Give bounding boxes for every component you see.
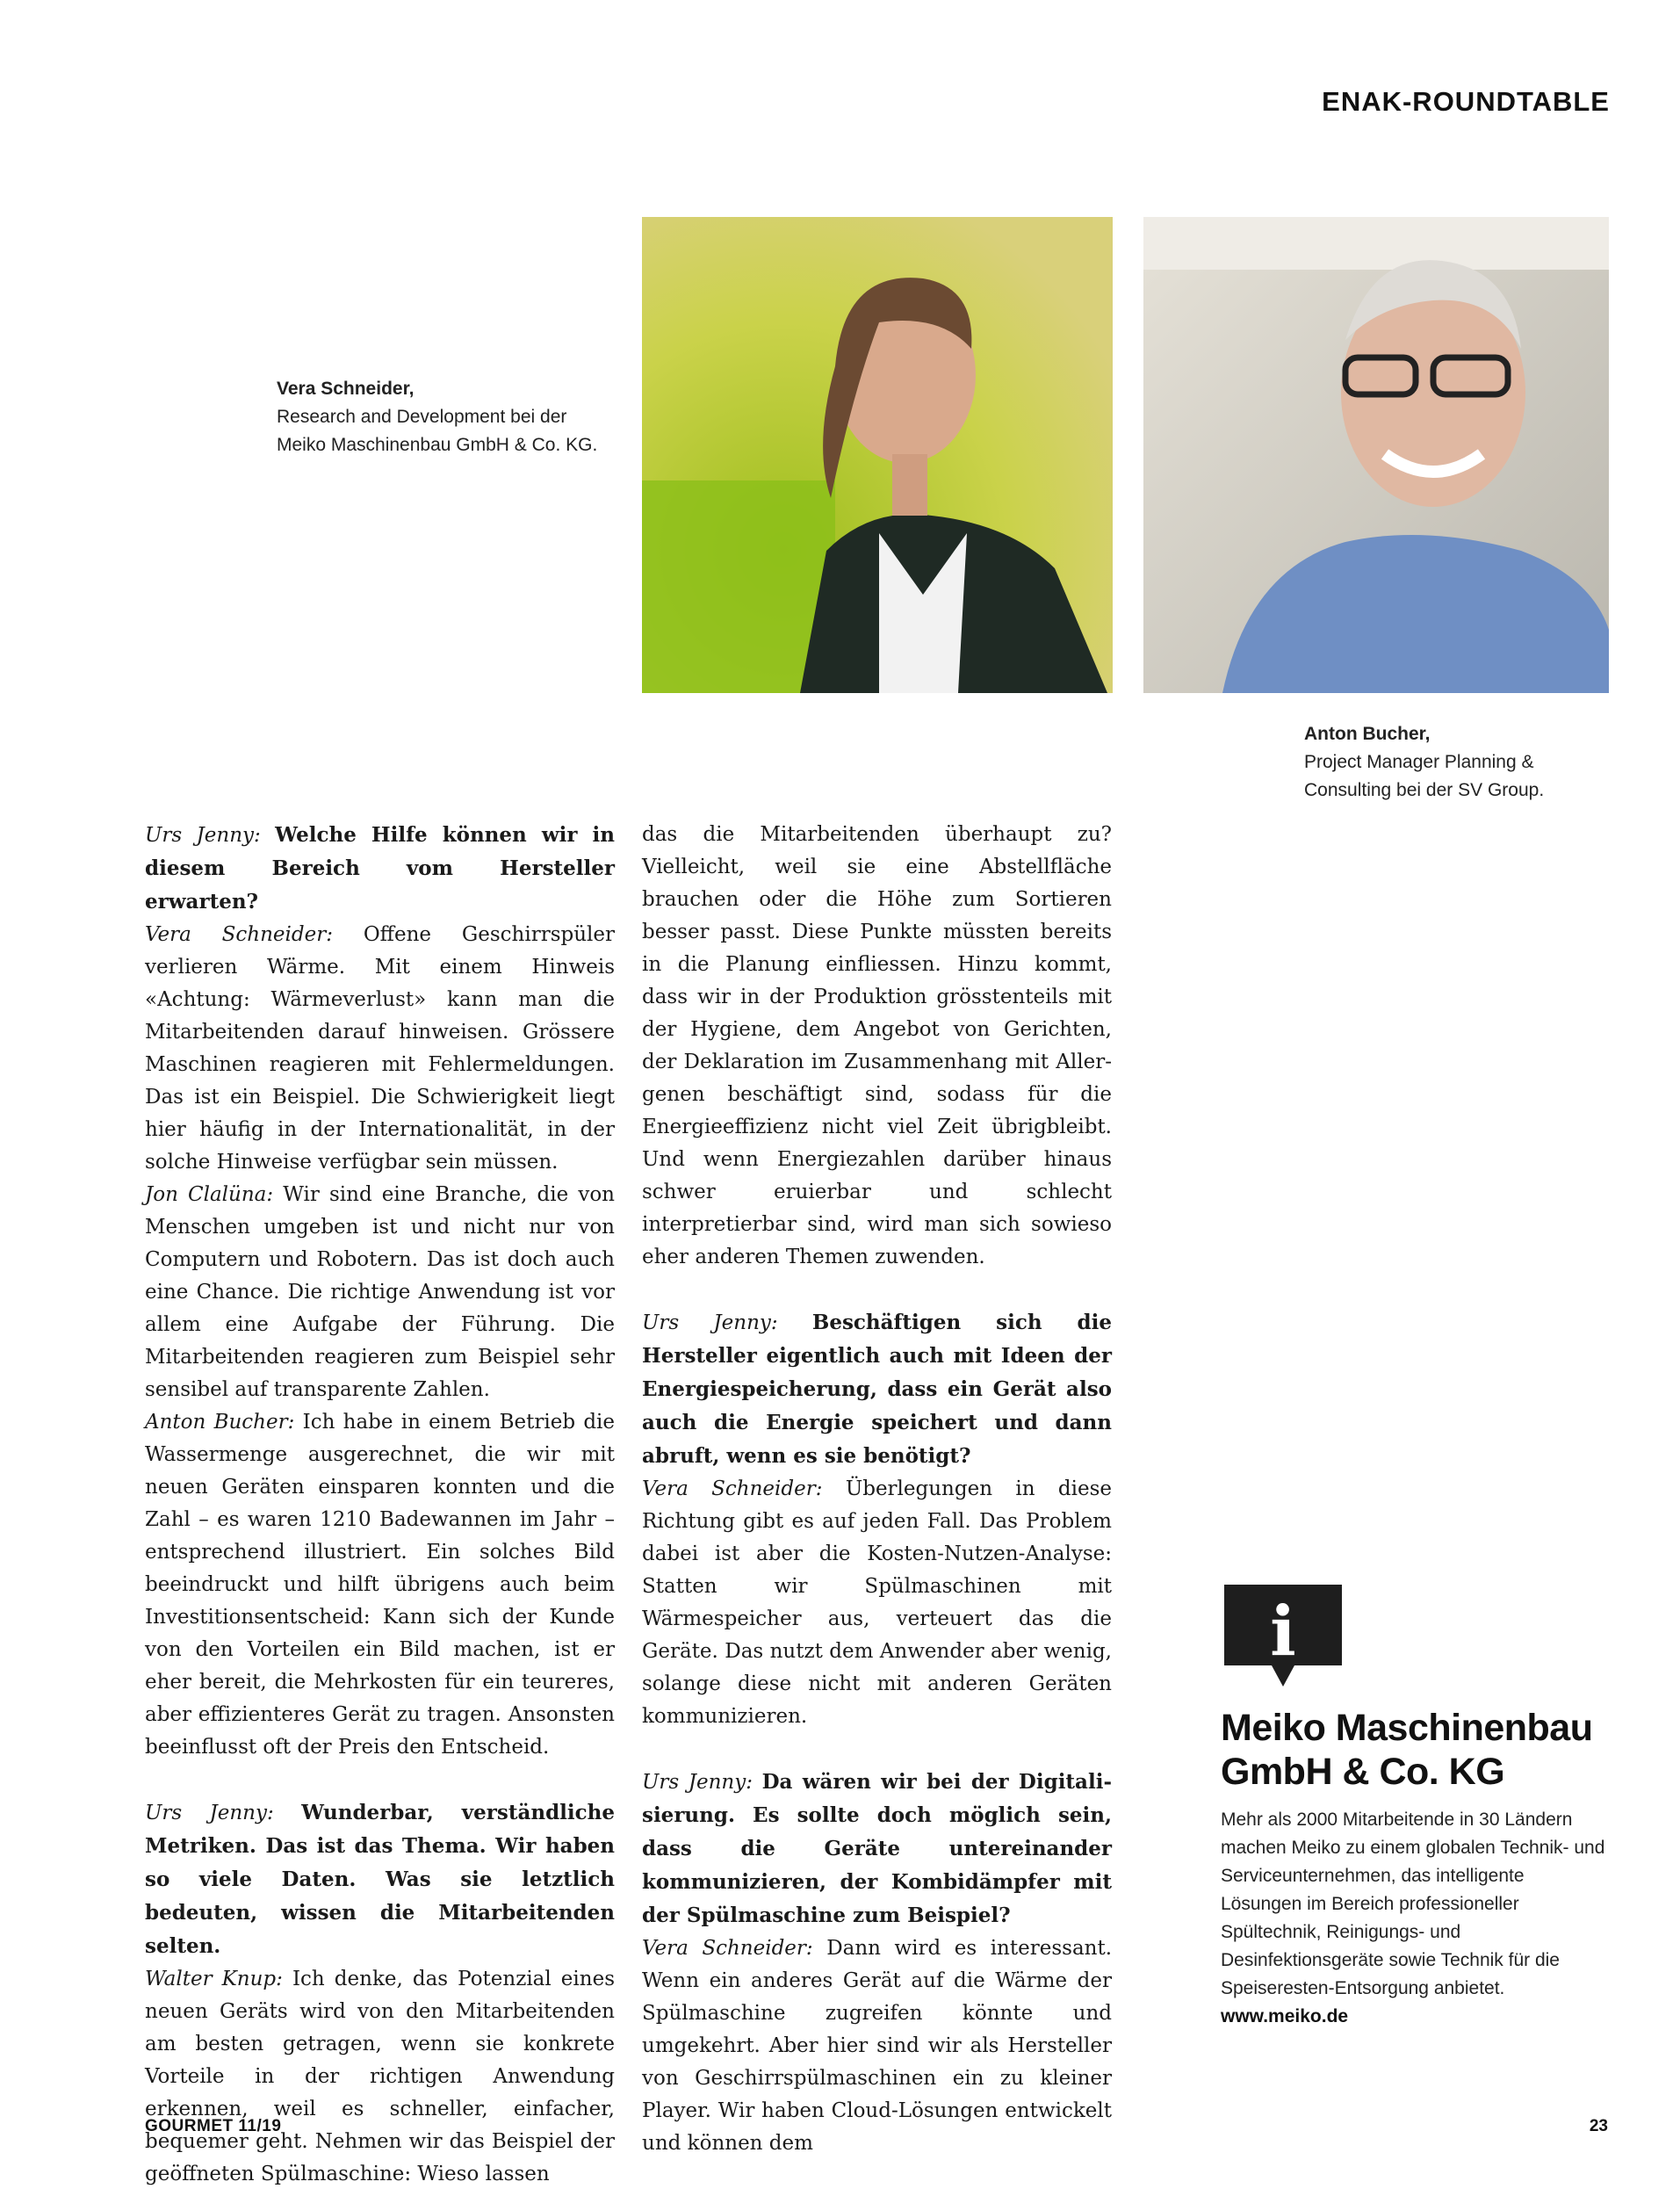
info-icon [1221, 1581, 1345, 1690]
company-website-link[interactable]: www.meiko.de [1221, 2006, 1349, 2026]
speaker: Jon Clalüna: [145, 1183, 274, 1206]
photo-anton-bucher [1143, 217, 1609, 693]
answer-paragraph [145, 1179, 615, 1406]
answer-text: Überlegungen in diese Richtung gibt es auf jeden Fall. Das Problem dabei ist aber die Kosten-Nutzen-Analyse: Statten wir Spülmaschinen mit Wärmespeicher aus, verteuert das die Geräte. Das nutzt dem Anwender aber wenig, solange diese nicht mit anderen Geräten kommunizieren. [642, 1477, 1113, 1728]
answer-text: Ich habe in einem Betrieb die Wassermenge ausgerechnet, die wir mit neuen Geräten einsparen konnten und die Zahl – es waren 1210 Badewannen im Jahr – entsprechend illustriert. Ein solches Bild beeindruckt und hilft übrigens auch beim Investitionsentscheid: Kann sich der Kunde von den Vorteilen ein Bild machen, ist er eher bereit, die Mehrkosten für ein teureres, aber effizienteres Gerät zu tragen. Ansonsten beeinflusst oft der Preis den Entscheid. [145, 1411, 616, 1759]
answer-text: Wir sind eine Branche, die von Menschen umgeben ist und nicht nur von Computern und Robotern. Das ist doch auch eine Chance. Die richtige Anwendung ist vor allem eine Aufgabe der Führung. Die Mitarbeitenden reagieren zum Beispiel sehr sensibel auf transparente Zahlen. [145, 1183, 615, 1401]
question-text: Wunderbar, verständliche Metriken. Das ist das Thema. Wir haben so viele Daten. Was sie letztlich bedeuten, wissen die Mitarbeitenden selten. [145, 1801, 615, 1958]
speaker: Anton Bucher: [145, 1411, 295, 1434]
speaker: Urs Jenny: [145, 824, 261, 847]
article-column-middle [642, 819, 1112, 2160]
answer-text: Dann wird es interessant. Wenn ein anderes Gerät auf die Wärme der Spülmaschine zugreifen könnte und umgekehrt. Aber hier sind wir als Hersteller von Geschirrspülmaschinen ein zu kleiner Player. Wir haben Cloud-Lösungen entwickelt und können dem [642, 1937, 1113, 2155]
section-header: ENAK-ROUNDTABLE [1322, 86, 1610, 117]
page-number: 23 [1589, 2117, 1608, 2135]
speaker: Walter Knup: [145, 1968, 283, 1990]
answer-paragraph [145, 919, 615, 1179]
answer-paragraph [145, 1963, 615, 2191]
caption-role-line: Consulting bei der SV Group. [1304, 780, 1545, 800]
speaker: Vera Schneider: [145, 923, 333, 946]
company-info-box [1221, 1581, 1607, 2031]
caption-name: Anton Bucher, [1304, 724, 1431, 744]
speaker: Urs Jenny: [642, 1771, 753, 1794]
info-glyph: i [1270, 1592, 1296, 1672]
caption-anton [1304, 720, 1620, 805]
answer-text: Offene Geschirrspüler verlieren Wärme. Mit einem Hinweis «Achtung: Wärmeverlust» kann man die Mitarbeitenden darauf hinweisen. Grössere Maschinen reagieren mit Fehlermeldungen. Das ist ein Beispiel. Die Schwierigkeit liegt hier häufig in der Internationalität, in der solche Hinweise verfügbar sein müssen. [145, 923, 616, 1174]
caption-name: Vera Schneider, [277, 379, 415, 399]
question-paragraph [642, 1306, 1112, 1473]
answer-paragraph [642, 819, 1112, 1274]
answer-text: das die Mitarbeitenden überhaupt zu? Vielleicht, weil sie eine Abstellfläche brauchen oder die Höhe zum Sortieren besser passt. Diese Punkte müssten bereits in die Planung einfliessen. Hinzu kommt, dass wir in der Produktion grösstenteils mit der Hygiene, dem Angebot von Gerichten, der Deklaration im Zusammenhang mit Allergenen beschäftigt sind, sodass für die Energieeffizienz nicht viel Zeit übrigbleibt. Und wenn Energiezahlen darüber hinaus schwer eruierbar und schlecht interpretierbar sind, wird man sich sowieso eher anderen Themen zuwenden. [642, 823, 1112, 1268]
speaker: Vera Schneider: [642, 1937, 813, 1960]
article-column-left [145, 819, 615, 2191]
question-text: Da wären wir bei der Digitalisierung. Es sollte doch möglich sein, dass die Geräte untereinander kommunizieren, der Kombidämpfer mit der Spülmaschine zum Beispiel? [642, 1770, 1112, 1927]
question-paragraph [642, 1766, 1112, 1932]
speaker: Vera Schneider: [642, 1477, 823, 1500]
caption-vera [277, 375, 628, 459]
footer-issue: GOURMET 11/19 [145, 2117, 282, 2135]
question-paragraph [145, 1796, 615, 1963]
photo-vera-schneider [642, 217, 1113, 693]
answer-text: Ich denke, das Potenzial eines neuen Geräts wird von den Mitarbeitenden am besten getragen, wenn sie konkrete Vorteile in der richtigen Anwendung erkennen, weil es schneller, einfacher, bequemer geht. Nehmen wir das Beispiel der geöffneten Spülmaschine: Wieso lassen [145, 1968, 616, 2185]
caption-role-line: Project Manager Planning & [1304, 752, 1534, 772]
question-text: Welche Hilfe können wir in diesem Bereich vom Hersteller erwarten? [145, 823, 616, 914]
info-title: Meiko Maschinenbau GmbH & Co. KG [1221, 1707, 1593, 1793]
speaker: Urs Jenny: [642, 1311, 778, 1334]
answer-paragraph [642, 1932, 1112, 2160]
answer-paragraph [145, 1406, 615, 1764]
info-text: Mehr als 2000 Mitarbeitende in 30 Ländern machen Meiko zu einem globalen Technik- und Serviceunternehmen, das intelligente Lösungen im Bereich professioneller Spültechnik, Reinigungs- und Desinfektionsgeräte sowie Technik für die Speiseresten-Entsorgung anbietet. [1221, 1810, 1605, 1998]
speaker: Urs Jenny: [145, 1802, 274, 1824]
question-text: Beschäftigen sich die Hersteller eigentlich auch mit Ideen der Energiespeicherung, dass ein Gerät also auch die Energie speichert und dann abruft, wenn es sie benötigt? [642, 1311, 1112, 1468]
caption-role-line: Meiko Maschinenbau GmbH & Co. KG. [277, 435, 598, 455]
question-paragraph [145, 819, 615, 919]
answer-paragraph [642, 1473, 1112, 1733]
caption-role-line: Research and Development bei der [277, 407, 567, 427]
